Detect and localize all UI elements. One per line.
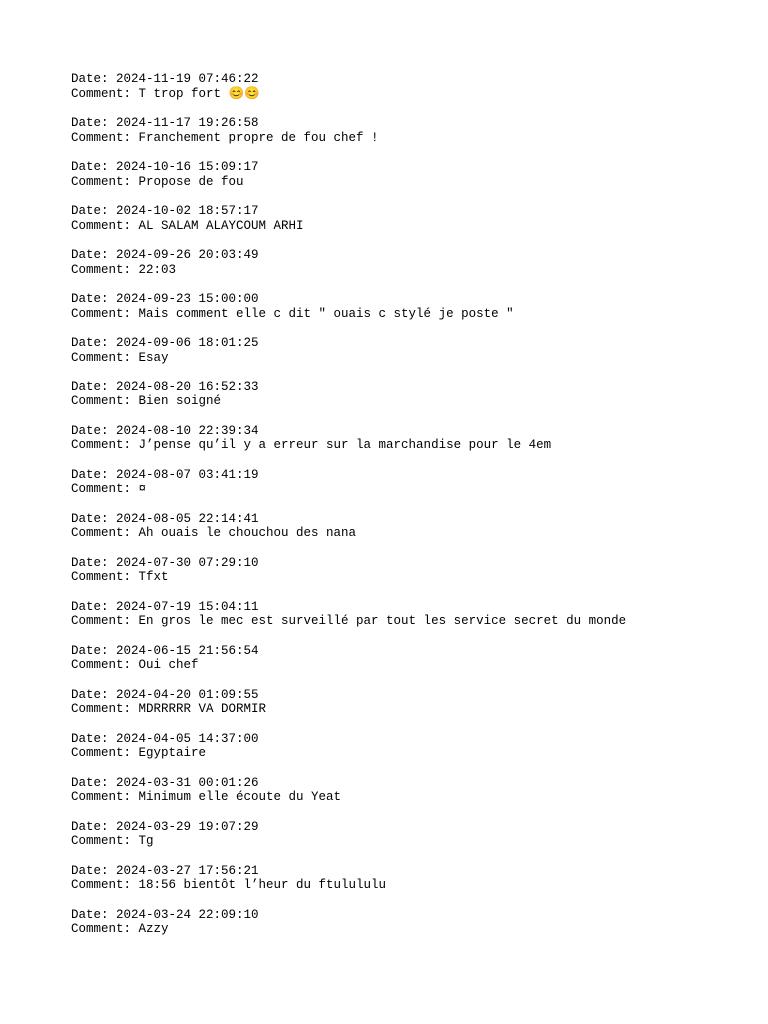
date-value: 2024-03-31 00:01:26 (116, 775, 259, 790)
comment-label: Comment: (71, 218, 139, 233)
comment-label: Comment: (71, 438, 139, 453)
date-value: 2024-09-26 20:03:49 (116, 247, 259, 262)
entry-comment-line (71, 219, 626, 234)
date-label: Date: (71, 467, 117, 482)
comment-entry (71, 820, 626, 849)
comment-label: Comment: (71, 746, 139, 761)
comment-label: Comment: (71, 86, 139, 101)
comment-value: Propose de fou (138, 174, 244, 189)
entry-comment-line (71, 614, 626, 629)
comment-value: Oui chef (138, 658, 199, 673)
comment-entry (71, 556, 626, 585)
entry-date-line (71, 248, 626, 263)
entry-date-line (71, 776, 626, 791)
date-label: Date: (71, 115, 117, 130)
comment-log (71, 72, 626, 952)
date-label: Date: (71, 423, 117, 438)
comment-label: Comment: (71, 878, 139, 893)
comment-entry (71, 644, 626, 673)
entry-comment-line (71, 526, 626, 541)
comment-entry (71, 380, 626, 409)
date-label: Date: (71, 72, 117, 86)
entry-date-line (71, 820, 626, 835)
entry-comment-line (71, 394, 626, 409)
date-label: Date: (71, 687, 117, 702)
entry-comment-line (71, 746, 626, 761)
entry-comment-line (71, 307, 626, 322)
comment-label: Comment: (71, 922, 139, 937)
comment-label: Comment: (71, 482, 139, 497)
entry-date-line (71, 160, 626, 175)
date-value: 2024-08-20 16:52:33 (116, 379, 259, 394)
entry-date-line (71, 644, 626, 659)
date-value: 2024-10-16 15:09:17 (116, 159, 259, 174)
entry-date-line (71, 688, 626, 703)
entry-comment-line (71, 834, 626, 849)
entry-comment-line (71, 351, 626, 366)
comment-entry (71, 600, 626, 629)
comment-label: Comment: (71, 306, 139, 321)
entry-date-line (71, 732, 626, 747)
entry-comment-line (71, 131, 626, 146)
entry-date-line (71, 556, 626, 571)
date-value: 2024-08-07 03:41:19 (116, 467, 259, 482)
comment-value: Tfxt (138, 570, 169, 585)
entry-comment-line (71, 87, 626, 102)
entry-date-line (71, 116, 626, 131)
entry-date-line (71, 72, 626, 87)
comment-entry (71, 292, 626, 321)
entry-date-line (71, 336, 626, 351)
comment-label: Comment: (71, 790, 139, 805)
date-label: Date: (71, 511, 117, 526)
comment-value: 18:56 bientôt l’heur du ftulululu (138, 878, 387, 893)
date-label: Date: (71, 335, 117, 350)
entry-comment-line (71, 878, 626, 893)
date-value: 2024-07-30 07:29:10 (116, 555, 259, 570)
entry-date-line (71, 468, 626, 483)
date-value: 2024-03-27 17:56:21 (116, 863, 259, 878)
comment-label: Comment: (71, 174, 139, 189)
comment-label: Comment: (71, 526, 139, 541)
comment-entry (71, 512, 626, 541)
date-label: Date: (71, 555, 117, 570)
date-value: 2024-09-06 18:01:25 (116, 335, 259, 350)
comment-entry (71, 160, 626, 189)
comment-value: Egyptaire (138, 746, 207, 761)
comment-entry (71, 424, 626, 453)
comment-value: J’pense qu’il y a erreur sur la marchandise pour le 4em (138, 438, 552, 453)
comment-value: MDRRRRR VA DORMIR (138, 702, 267, 717)
comment-entry (71, 116, 626, 145)
date-value: 2024-07-19 15:04:11 (116, 599, 259, 614)
entry-date-line (71, 424, 626, 439)
comment-entry (71, 688, 626, 717)
date-value: 2024-06-15 21:56:54 (116, 643, 259, 658)
comment-entry (71, 468, 626, 497)
date-label: Date: (71, 291, 117, 306)
comment-value: Minimum elle écoute du Yeat (138, 790, 342, 805)
comment-label: Comment: (71, 834, 139, 849)
entry-comment-line (71, 658, 626, 673)
date-label: Date: (71, 907, 117, 922)
comment-entry (71, 908, 626, 937)
comment-label: Comment: (71, 702, 139, 717)
date-value: 2024-10-02 18:57:17 (116, 203, 259, 218)
entry-comment-line (71, 922, 626, 937)
date-label: Date: (71, 203, 117, 218)
comment-value: AL SALAM ALAYCOUM ARHI (138, 218, 304, 233)
entry-date-line (71, 292, 626, 307)
comment-label: Comment: (71, 394, 139, 409)
entry-date-line (71, 864, 626, 879)
comment-value: Bien soigné (138, 394, 222, 409)
comment-label: Comment: (71, 130, 139, 145)
entry-date-line (71, 600, 626, 615)
comment-entry (71, 776, 626, 805)
date-value: 2024-11-17 19:26:58 (116, 115, 259, 130)
comment-label: Comment: (71, 350, 139, 365)
comment-value: Ah ouais le chouchou des nana (138, 526, 357, 541)
comment-label: Comment: (71, 614, 139, 629)
entry-comment-line (71, 570, 626, 585)
date-value: 2024-11-19 07:46:22 (116, 72, 259, 86)
date-label: Date: (71, 599, 117, 614)
date-value: 2024-08-05 22:14:41 (116, 511, 259, 526)
comment-value: Franchement propre de fou chef ! (138, 130, 379, 145)
entry-date-line (71, 512, 626, 527)
date-label: Date: (71, 643, 117, 658)
comment-value: ¤ (138, 482, 147, 497)
comment-entry (71, 864, 626, 893)
entry-comment-line (71, 702, 626, 717)
comment-entry (71, 72, 626, 101)
comment-label: Comment: (71, 570, 139, 585)
date-value: 2024-09-23 15:00:00 (116, 291, 259, 306)
date-value: 2024-03-29 19:07:29 (116, 819, 259, 834)
entry-comment-line (71, 482, 626, 497)
date-label: Date: (71, 159, 117, 174)
comment-label: Comment: (71, 658, 139, 673)
entry-comment-line (71, 438, 626, 453)
date-label: Date: (71, 775, 117, 790)
entry-comment-line (71, 263, 626, 278)
date-label: Date: (71, 819, 117, 834)
comment-value: Mais comment elle c dit " ouais c stylé je poste " (138, 306, 514, 321)
entry-date-line (71, 204, 626, 219)
comment-value: Tg (138, 834, 154, 849)
comment-value: Azzy (138, 922, 169, 937)
entry-date-line (71, 380, 626, 395)
date-value: 2024-08-10 22:39:34 (116, 423, 259, 438)
comment-label: Comment: (71, 262, 139, 277)
comment-value: En gros le mec est surveillé par tout les service secret du monde (138, 614, 627, 629)
entry-comment-line (71, 790, 626, 805)
comment-entry (71, 732, 626, 761)
comment-entry (71, 204, 626, 233)
comment-entry (71, 336, 626, 365)
date-label: Date: (71, 731, 117, 746)
date-label: Date: (71, 247, 117, 262)
comment-value: 22:03 (138, 262, 177, 277)
comment-value: T trop fort 😊😊 (138, 86, 260, 101)
entry-comment-line (71, 175, 626, 190)
date-value: 2024-04-20 01:09:55 (116, 687, 259, 702)
entry-date-line (71, 908, 626, 923)
comment-value: Esay (138, 350, 169, 365)
date-value: 2024-03-24 22:09:10 (116, 907, 259, 922)
date-label: Date: (71, 863, 117, 878)
date-label: Date: (71, 379, 117, 394)
date-value: 2024-04-05 14:37:00 (116, 731, 259, 746)
comment-entry (71, 248, 626, 277)
